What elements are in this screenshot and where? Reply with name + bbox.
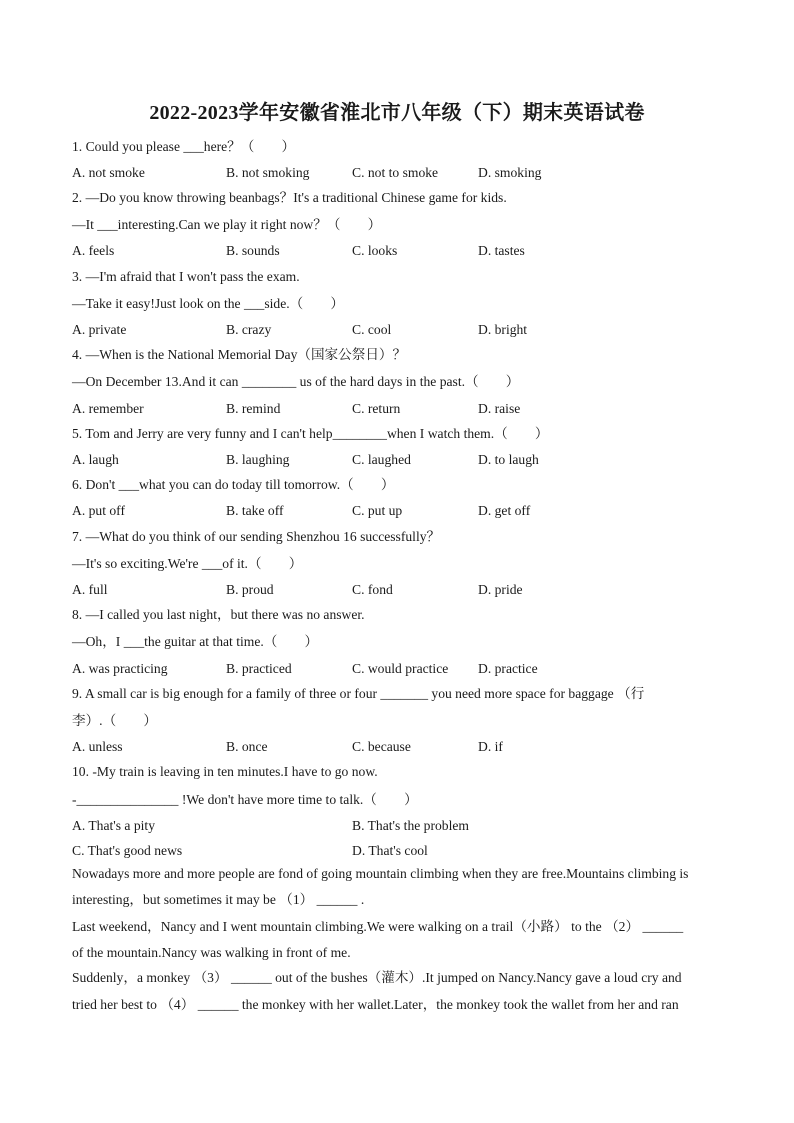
option-b: B. laughing: [226, 452, 290, 467]
page-title: 2022-2023学年安徽省淮北市八年级（下）期末英语试卷: [149, 102, 645, 124]
option-c: C. laughed: [352, 452, 411, 467]
option-d: D. bright: [478, 322, 528, 337]
passage-line: Last weekend，Nancy and I went mountain climbing.We were walking on a trail（小路） to the （2） ______: [72, 919, 684, 934]
option-d: D. tastes: [478, 243, 525, 258]
option-c: C. return: [352, 401, 401, 416]
option-d: D. That's cool: [352, 843, 428, 858]
question-stem: 1. Could you please ___here？（ ）: [72, 139, 296, 154]
option-d: D. pride: [478, 582, 523, 597]
option-b: B. remind: [226, 401, 281, 416]
option-c: C. cool: [352, 322, 392, 337]
option-d: D. if: [478, 739, 503, 754]
option-c: C. That's good news: [72, 843, 183, 858]
option-c: C. because: [352, 739, 411, 754]
option-d: D. smoking: [478, 165, 542, 180]
option-a: A. feels: [72, 243, 115, 258]
option-b: B. once: [226, 739, 268, 754]
option-a: A. That's a pity: [72, 818, 155, 833]
option-c: C. looks: [352, 243, 398, 258]
passage-line: Nowadays more and more people are fond of going mountain climbing when they are free.Mountains climbing is: [72, 866, 689, 881]
question-stem: 7. —What do you think of our sending Shenzhou 16 successfully？: [72, 529, 441, 544]
option-a: A. laugh: [72, 452, 119, 467]
option-b: B. not smoking: [226, 165, 310, 180]
option-c: C. not to smoke: [352, 165, 439, 180]
option-c: C. would practice: [352, 661, 449, 676]
option-b: B. sounds: [226, 243, 280, 258]
option-a: A. put off: [72, 503, 125, 518]
option-d: D. to laugh: [478, 452, 539, 467]
question-stem: 4. —When is the National Memorial Day（国家公祭日）？: [72, 347, 407, 362]
option-d: D. get off: [478, 503, 531, 518]
option-a: A. not smoke: [72, 165, 145, 180]
option-c: C. put up: [352, 503, 403, 518]
question-stem: 10. -My train is leaving in ten minutes.I have to go now.: [72, 764, 378, 779]
question-stem: -_______________ !We don't have more time to talk.（ ）: [72, 792, 418, 807]
question-stem: 8. —I called you last night，but there was no answer.: [72, 607, 365, 622]
passage-line: of the mountain.Nancy was walking in front of me.: [72, 945, 351, 960]
option-a: A. remember: [72, 401, 144, 416]
question-stem: 李）.（ ）: [72, 713, 157, 728]
option-b: B. crazy: [226, 322, 272, 337]
option-a: A. full: [72, 582, 108, 597]
option-b: B. practiced: [226, 661, 292, 676]
question-stem: 6. Don't ___what you can do today till tomorrow.（ ）: [72, 477, 395, 492]
option-d: D. raise: [478, 401, 521, 416]
question-stem: —On December 13.And it can ________ us of the hard days in the past.（ ）: [72, 374, 520, 389]
option-d: D. practice: [478, 661, 538, 676]
option-a: A. private: [72, 322, 127, 337]
option-b: B. proud: [226, 582, 274, 597]
question-stem: —Oh，I ___the guitar at that time.（ ）: [72, 634, 319, 649]
question-stem: —It ___interesting.Can we play it right now？（ ）: [72, 217, 382, 232]
option-a: A. was practicing: [72, 661, 168, 676]
option-b: B. take off: [226, 503, 284, 518]
question-stem: 9. A small car is big enough for a family of three or four _______ you need more space for baggage （行: [72, 686, 645, 701]
passage-line: interesting，but sometimes it may be （1） ______ .: [72, 892, 365, 907]
question-stem: 3. —I'm afraid that I won't pass the exam.: [72, 269, 300, 284]
passage-line: Suddenly，a monkey （3） ______ out of the bushes（灌木）.It jumped on Nancy.Nancy gave a loud cry and: [72, 970, 682, 985]
question-stem: 2. —Do you know throwing beanbags？It's a traditional Chinese game for kids.: [72, 190, 507, 205]
option-b: B. That's the problem: [352, 818, 469, 833]
question-stem: 5. Tom and Jerry are very funny and I can't help________when I watch them.（ ）: [72, 426, 549, 441]
option-c: C. fond: [352, 582, 393, 597]
question-stem: —Take it easy!Just look on the ___side.（ ）: [72, 296, 345, 311]
question-stem: —It's so exciting.We're ___of it.（ ）: [72, 556, 303, 571]
passage-line: tried her best to （4） ______ the monkey with her wallet.Later，the monkey took the wallet from her and ran: [72, 997, 679, 1012]
option-a: A. unless: [72, 739, 123, 754]
